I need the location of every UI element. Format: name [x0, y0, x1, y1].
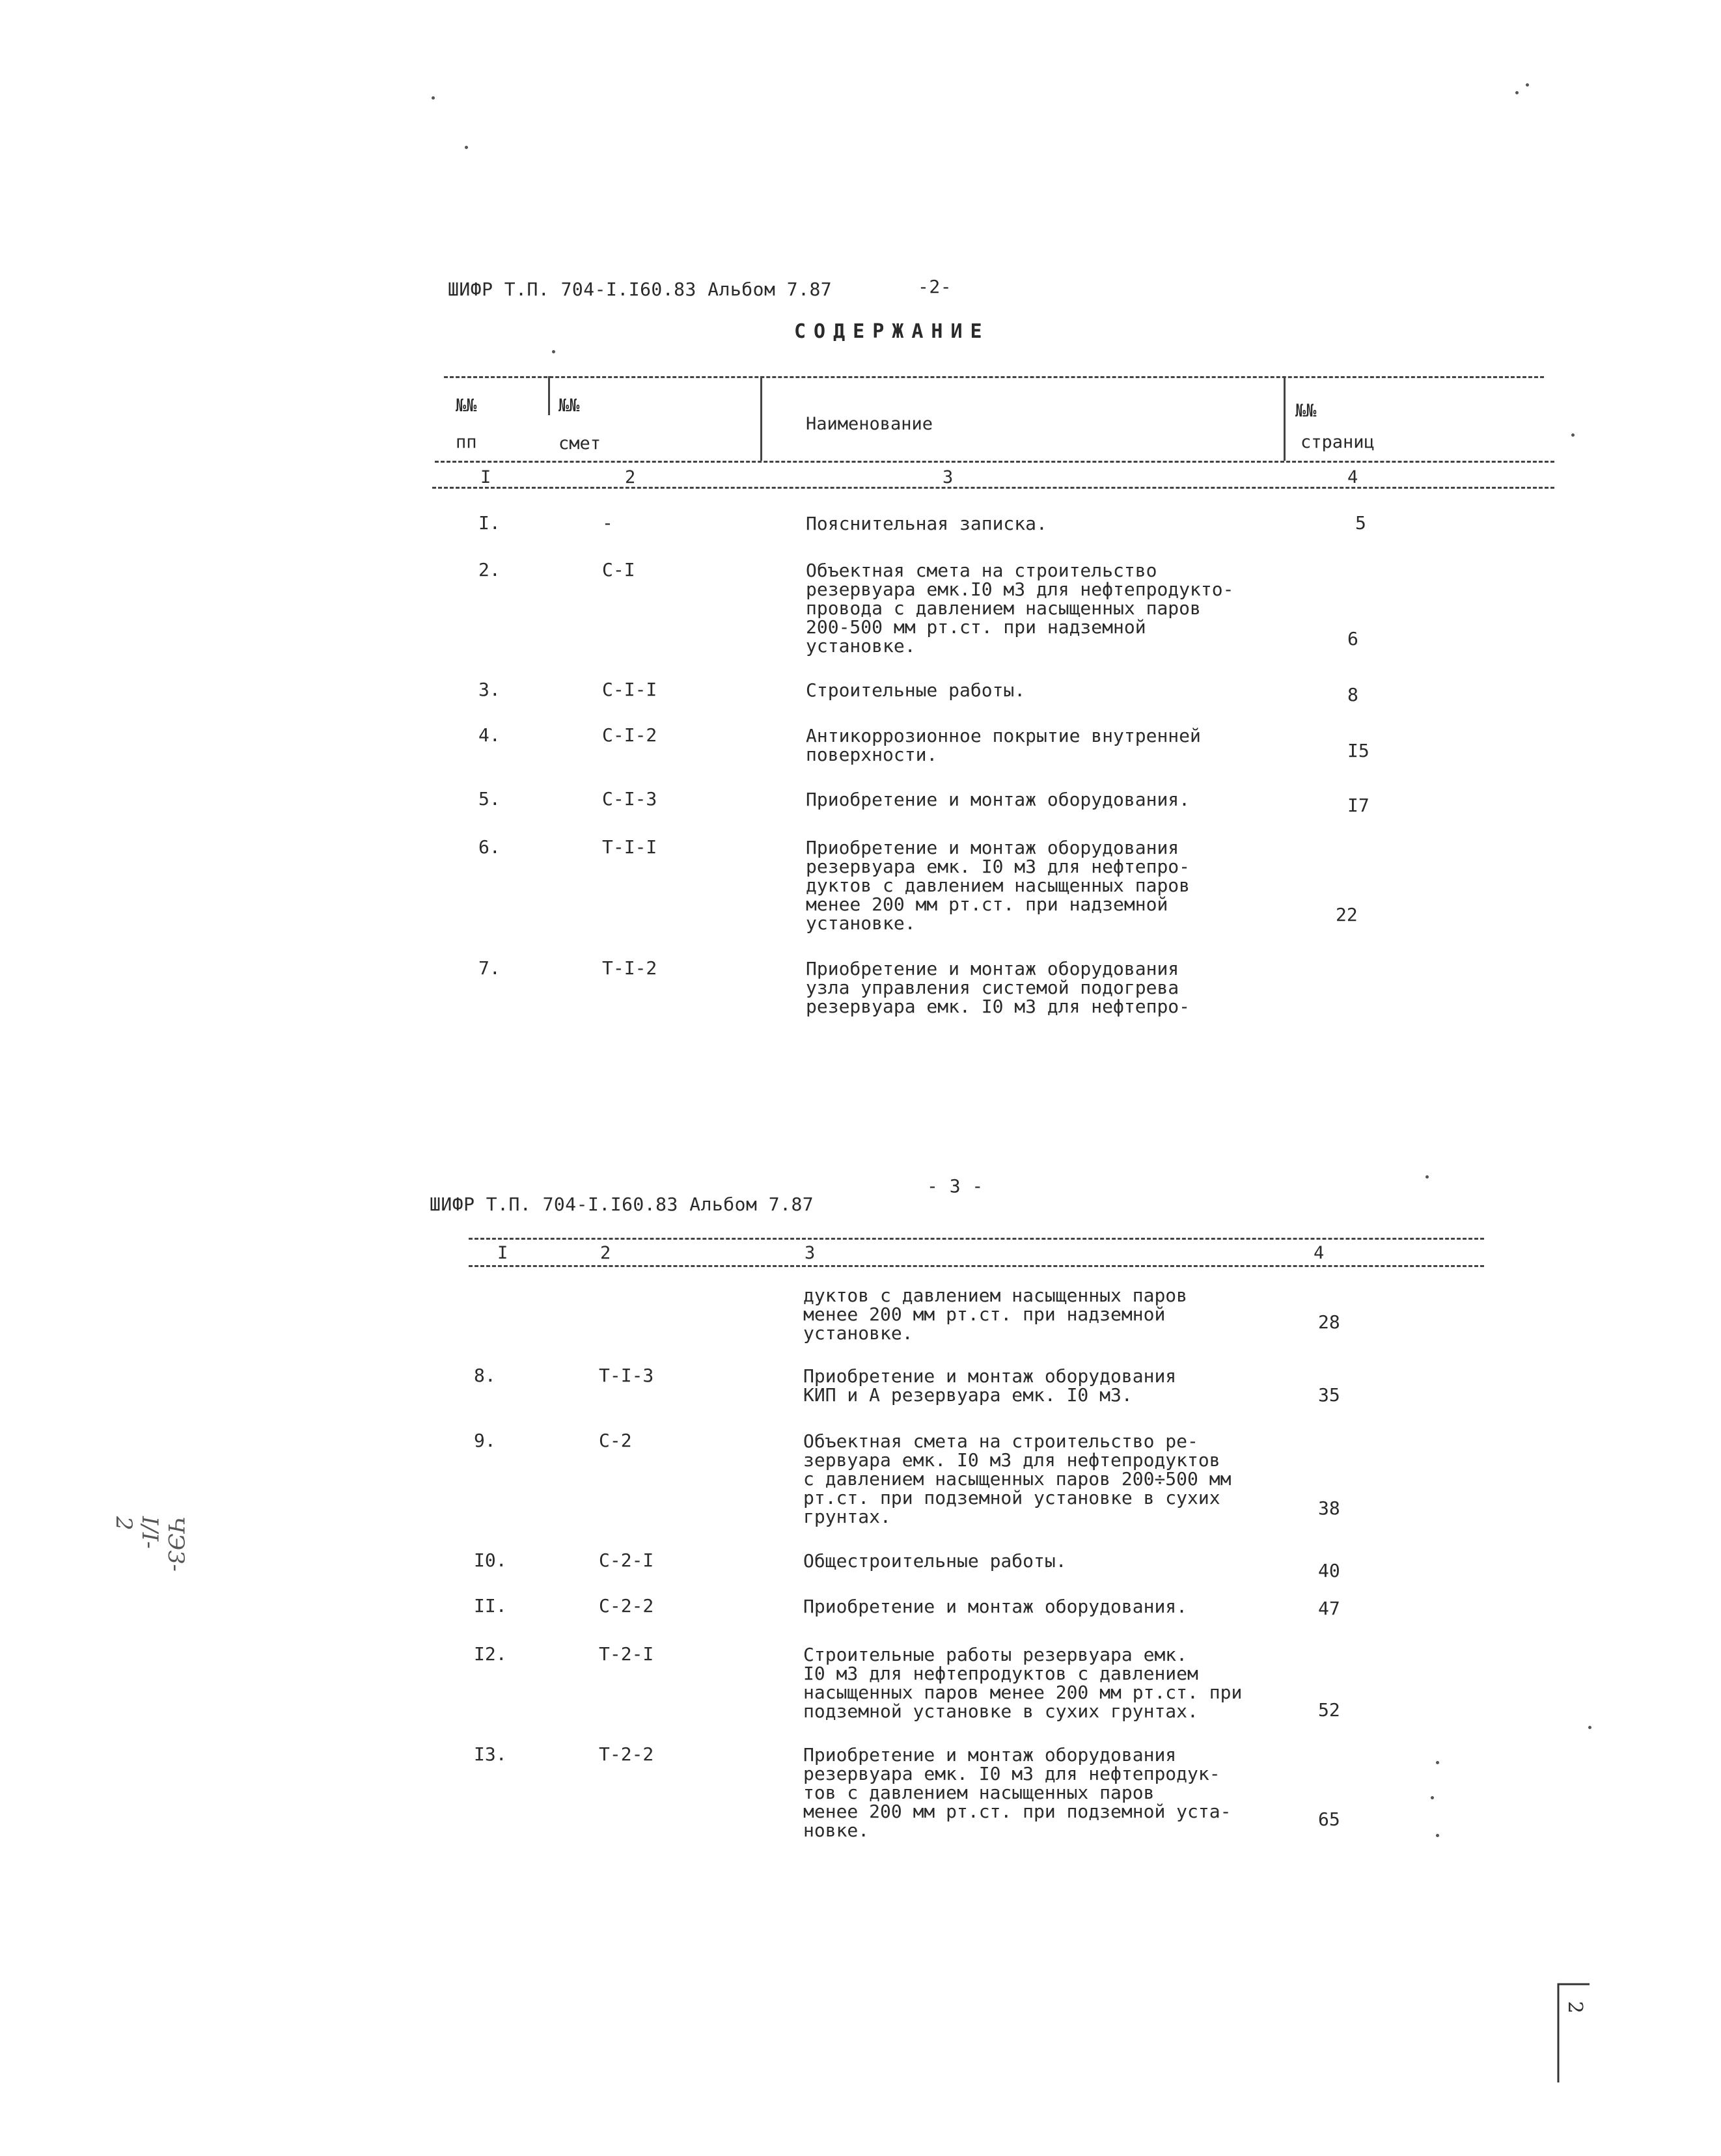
- row-number: 7.: [478, 957, 501, 979]
- row-page: 65: [1318, 1808, 1340, 1830]
- row-number: 8.: [474, 1365, 496, 1386]
- col-smeta-top: №№: [558, 396, 580, 416]
- row-number: 5.: [478, 788, 501, 810]
- col-number-1: I: [480, 467, 491, 487]
- col-number-2: 2: [625, 467, 636, 487]
- scan-speck: [1515, 91, 1519, 94]
- page2-col-number-3: 3: [805, 1243, 816, 1263]
- row-code: С-I-I: [602, 679, 657, 700]
- row-name: Строительные работы.: [806, 679, 1026, 701]
- row-name: Объектная смета на строительство резервуара емк.I0 м3 для нефтепродукто- провода с давлением насыщенных паров 200-500 мм рт.ст. при надземной установке.: [806, 560, 1234, 657]
- margin-handwritten-note: ЧЭЗ-I/I-2: [111, 1516, 189, 1572]
- page1-header: ШИФР Т.П. 704-I.I60.83 Альбом 7.87: [448, 279, 833, 300]
- col-num-top: №№: [456, 396, 477, 416]
- col-num-bottom: пп: [456, 432, 477, 452]
- page2-col-number-4: 4: [1314, 1243, 1325, 1263]
- row-code: Т-I-3: [599, 1365, 654, 1386]
- row-name: Приобретение и монтаж оборудования.: [803, 1596, 1188, 1617]
- scan-speck: [432, 96, 435, 100]
- row-code: Т-I-I: [602, 836, 657, 858]
- row-number: 2.: [478, 559, 501, 580]
- sheet-stamp-number: 2: [1563, 2000, 1587, 2014]
- page2-page-number: - 3 -: [927, 1175, 984, 1197]
- row-code: Т-2-I: [599, 1643, 654, 1665]
- row-number: 9.: [474, 1430, 496, 1451]
- row-code: Т-2-2: [599, 1743, 654, 1765]
- table-top-rule: [444, 376, 1544, 378]
- row-number: I0.: [474, 1549, 507, 1571]
- row-number: II.: [474, 1595, 507, 1617]
- row-page: 28: [1318, 1311, 1340, 1333]
- row-page: I7: [1347, 795, 1370, 816]
- scan-speck: [1588, 1726, 1591, 1729]
- page1-page-number: -2-: [918, 276, 952, 297]
- row-page: 47: [1318, 1598, 1340, 1619]
- row-name: Приобретение и монтаж оборудования резервуара емк. I0 м3 для нефтепро- дуктов с давлением насыщенных паров менее 200 мм рт.ст. при надземной установке.: [806, 837, 1191, 934]
- row-name: Строительные работы резервуара емк. I0 м3 для нефтепродуктов с давлением насыщенных паров менее 200 мм рт.ст. при подземной установке в сухих грунтах.: [803, 1644, 1243, 1722]
- col-divider: [1284, 376, 1286, 461]
- scan-speck: [1436, 1761, 1439, 1764]
- row-number: I.: [478, 512, 501, 534]
- row-page: 5: [1355, 512, 1366, 534]
- page2-header: ШИФР Т.П. 704-I.I60.83 Альбом 7.87: [430, 1194, 814, 1215]
- header-mid-rule: [435, 461, 1554, 463]
- col-number-4: 4: [1347, 467, 1358, 487]
- row-page: 6: [1347, 628, 1358, 649]
- row-code: С-I-3: [602, 788, 657, 810]
- row-page: 22: [1336, 904, 1358, 925]
- row-code: С-2: [599, 1430, 632, 1451]
- row-number: 4.: [478, 724, 501, 746]
- row-number: 6.: [478, 836, 501, 858]
- sheet-stamp: [1554, 1982, 1593, 2086]
- col-divider: [760, 376, 762, 461]
- stamp-bracket-icon: [1554, 1982, 1593, 2086]
- col-pages-top: №№: [1295, 401, 1317, 421]
- page2-header-rule: [469, 1265, 1484, 1267]
- row-name-continued: дуктов с давлением насыщенных паров менее 200 мм рт.ст. при надземной установке.: [803, 1285, 1188, 1344]
- scan-speck: [1436, 1834, 1439, 1837]
- row-page: 40: [1318, 1560, 1340, 1581]
- scan-speck: [1425, 1175, 1429, 1179]
- contents-title: СОДЕРЖАНИЕ: [794, 320, 990, 343]
- row-code: С-I: [602, 559, 635, 580]
- row-name: Приобретение и монтаж оборудования резервуара емк. I0 м3 для нефтепродук- тов с давлением насыщенных паров менее 200 мм рт.ст. при подземной уста- новке.: [803, 1744, 1232, 1841]
- page2-col-number-2: 2: [600, 1243, 611, 1263]
- row-name: Пояснительная записка.: [806, 513, 1047, 534]
- row-page: I5: [1347, 740, 1370, 761]
- page2-col-number-1: I: [497, 1243, 508, 1263]
- row-page: 35: [1318, 1384, 1340, 1406]
- scan-speck: [1526, 83, 1529, 87]
- scan-speck: [465, 146, 468, 149]
- row-code: Т-I-2: [602, 957, 657, 979]
- row-number: I3.: [474, 1743, 507, 1765]
- row-code: С-I-2: [602, 724, 657, 746]
- col-pages-bottom: страниц: [1301, 432, 1375, 452]
- row-number: 3.: [478, 679, 501, 700]
- row-code: С-2-I: [599, 1549, 654, 1571]
- col-smeta-bottom: смет: [558, 433, 601, 454]
- row-name: Антикоррозионное покрытие внутренней поверхности.: [806, 725, 1201, 765]
- row-code: С-2-2: [599, 1595, 654, 1617]
- row-page: 38: [1318, 1497, 1340, 1519]
- scan-speck: [552, 350, 555, 353]
- page2-top-rule: [469, 1238, 1484, 1240]
- col-number-3: 3: [943, 467, 954, 487]
- row-page: 8: [1347, 684, 1358, 705]
- col-divider: [548, 376, 550, 415]
- row-name: Приобретение и монтаж оборудования узла управления системой подогрева резервуара емк. I0 м3 для нефтепро-: [806, 958, 1191, 1017]
- row-code: -: [602, 512, 613, 534]
- row-name: Общестроительные работы.: [803, 1550, 1067, 1572]
- col-name: Наименование: [806, 414, 933, 434]
- row-number: I2.: [474, 1643, 507, 1665]
- scan-speck: [1571, 433, 1575, 437]
- scan-speck: [1431, 1796, 1434, 1799]
- row-name: Приобретение и монтаж оборудования.: [806, 789, 1191, 810]
- row-name: Объектная смета на строительство ре- зервуара емк. I0 м3 для нефтепродуктов с давлением насыщенных паров 200÷500 мм рт.ст. при подземной установке в сухих грунтах.: [803, 1430, 1232, 1527]
- row-name: Приобретение и монтаж оборудования КИП и А резервуара емк. I0 м3.: [803, 1365, 1177, 1406]
- row-page: 52: [1318, 1699, 1340, 1721]
- header-bottom-rule: [432, 487, 1554, 489]
